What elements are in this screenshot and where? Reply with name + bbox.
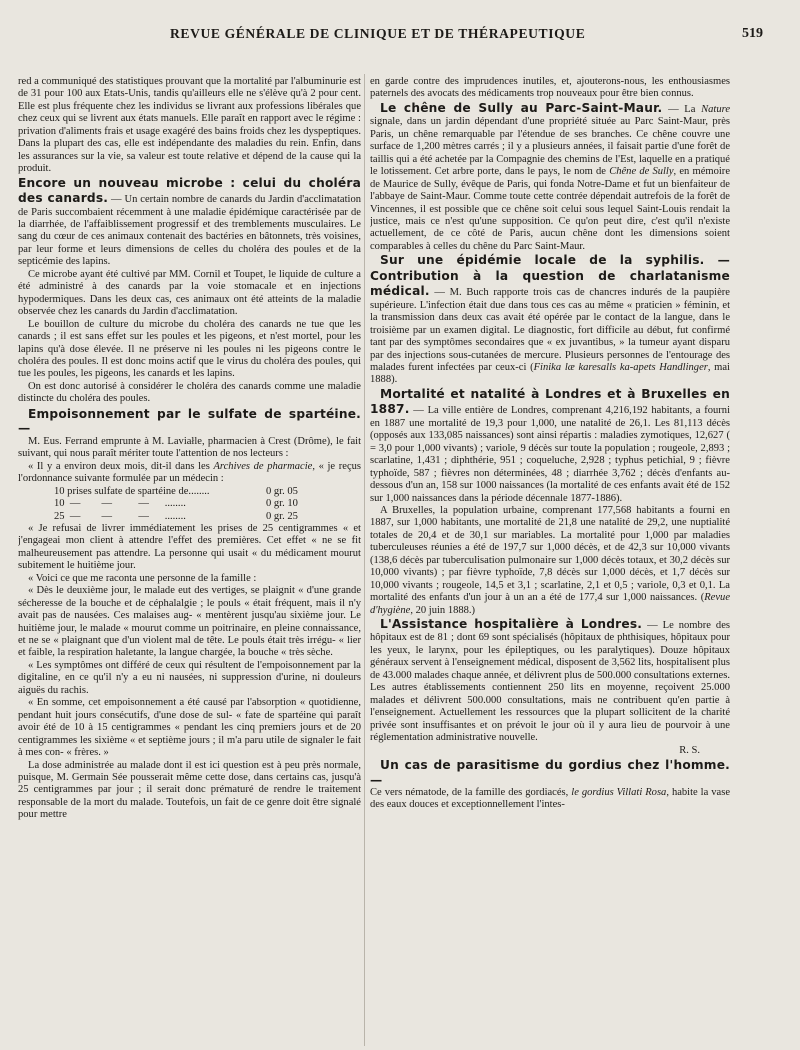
section-heading: Sur une épidémie locale de la syphilis. — Contribution à la question de charlatanisme médical. (370, 253, 730, 299)
prescription-item: 10 prises sulfate de spartéine de........ (54, 485, 210, 497)
paragraph: Ce microbe ayant été cultivé par MM. Cornil et Toupet, le liquide de culture a été administré à des canards par la voie stomacale et en injections hypodermiques. Dans les deux cas, ces animaux ont été atteints de la maladie observée chez les canards du Jardin d'acclimatation. (18, 268, 361, 318)
right-column (370, 76, 730, 1046)
journal-name: Archives de pharmacie (213, 460, 313, 472)
paragraph-text: — Un certain nombre de canards du Jardin d'acclimatation de Paris succombaient récemment à une maladie épidémique caractérisée par de la diarrhée, de l'affaiblissement progressif et des tremblements musculaires. Le sang du cœur de ces animaux contenait des bactéries en bâtonnets, très voisines, par leur forme et leurs dimensions de celles du choléra des poules et de la septicémie des lapins. (18, 194, 361, 268)
text: signale, dans un jardin dépendant d'une propriété située au Parc Saint-Maur, près Paris, un chêne remarquable par l'étendue de ses branches. Ce chêne couvre une surface de 1,200 mètres carrés ; il y a plusieurs années, il faisait partie d'une forêt de taillis qui a été achetée par la Compagnie des chemins de l'Est, laquelle en a pratiqué le lotissement. Cet arbre porte, dans le pays, le nom de (370, 116, 730, 178)
section-heading: Le chêne de Sully au Parc-Saint-Maur. (380, 100, 663, 115)
text: , mai 1888). (370, 361, 730, 386)
text: — M. Buch rapporte trois cas de chancres indurés de la paupière supérieure. L'infection était due dans tous ces cas au même « praticien » féminin, et la transmission dans deux cas avait été opérée par le contact de la langue, dans le troisième par un examen digital. Le diagnostic, fort difficile au début, fut confirmé tant par des symptômes secondaires que « ex juvantibus, » la tumeur ayant disparu par des injections sous-cutanées de mercure. Plusieurs personnes de l'entourage des malades furent infectées par ceux-ci ( (370, 287, 730, 373)
italic-name: Chêne de Sully (609, 166, 674, 178)
article-syphilis (370, 253, 730, 387)
article-chene-sully (370, 101, 730, 253)
journal-name: Nature (701, 103, 730, 115)
quote-paragraph: « Je refusai de livrer immédiatement les prises de 25 centigrammes « et j'engageai mon client à attendre l'effet des premières. Cet effet « ne se fit malheureusement pas attendre. La personne qui usait « du médicament mourut subitement le huitième jour. (18, 522, 361, 572)
prescription-row (18, 511, 361, 523)
heading-dash: — (18, 421, 31, 436)
prescription-table (18, 486, 361, 523)
quote-paragraph (18, 461, 361, 486)
quote-paragraph: « Voici ce que me raconta une personne de la famille : (28, 572, 257, 584)
article-assistance (370, 617, 730, 745)
prescription-dose: 0 gr. 05 (266, 485, 298, 497)
section-heading: Mortalité et natalité à Londres et à Bruxelles en 1887. (370, 386, 730, 417)
prescription-dose: 0 gr. 10 (266, 498, 298, 510)
prescription-row (18, 486, 361, 498)
section-heading: L'Assistance hospitalière à Londres. (380, 617, 643, 632)
text: , 20 juin 1888.) (410, 604, 476, 616)
author-initials: R. S. (679, 744, 700, 756)
paragraph: La dose administrée au malade dont il est ici question est à peu près normale, puisque, M. Germain Sée pousserait même cette dose, dans certains cas, jusqu'à 25 centigrammes par jour ; il serait donc prématuré de rendre le traitement responsable de la mort du malade. Toutefois, un fait de ce genre doit être signalé pour mettre (18, 759, 361, 821)
text: — La (662, 103, 702, 115)
prescription-row (18, 498, 361, 510)
paragraph (370, 787, 730, 812)
article-cholera-canards (18, 176, 361, 269)
text: , habite la vase des eaux douces et exceptionnellement l'intes- (370, 787, 730, 811)
section-heading: Encore un nouveau microbe : celui du choléra des canards. (18, 175, 361, 206)
paragraph: M. Eus. Ferrand emprunte à M. Laviałle, pharmacien à Crest (Drôme), le fait suivant, qui nous paraît mériter toute l'attention de nos lecteurs : (18, 435, 361, 460)
prescription-dose: 0 gr. 25 (266, 510, 298, 522)
left-column (18, 76, 361, 1046)
heading-text: Empoisonnement par le sulfate de spartéine. (28, 406, 361, 421)
paragraph: On est donc autorisé à considérer le choléra des canards comme une maladie distincte du choléra des poules. (18, 380, 361, 405)
quote-paragraph: « Les symptômes ont différé de ceux qui résultent de l'empoisonnement par la digitaline, en ce qu'il n'y a eu ni nausées, ni suppression d'urine, ni douleurs aiguës du rachis. (18, 659, 361, 696)
paragraph: red a communiqué des statistiques prouvant que la mortalité par l'albuminurie est de 31 pour 100 aux Etats-Unis, tandis qu'ailleurs elle ne s'élève qu'à 2 pour cent. Elle est plus fréquente chez les individus se livrant aux professions libérales que chez ceux qui se livrent aux états manuels. Elle paraît en rapport avec le régime : privation d'aliments frais et usage exagéré des bains froids chez les dyspeptiques. Dans la plupart des cas, elle est indépendante des maladies du rein. Enfin, dans les assurances sur la vie, sa valeur est toute relative et dépend de la cause qui la produit. (18, 76, 361, 175)
prescription-item: 25 — — — ........ (54, 510, 186, 522)
paragraph: en garde contre des imprudences inutiles, et, ajouterons-nous, les enthousiasmes paternels des avocats des médicaments trop nouveaux pour être bien connus. (370, 76, 730, 100)
text: , en mémoire de Maurice de Sully, évêque de Paris, qui fonda Notre-Dame et fut un bienfaiteur de l'abbaye de Saint-Maur. Comme toute cette contrée dépendait autrefois de la forêt de Vincennes, il est possible que ce chêne soit celui sous lequel Saint-Louis rendait la justice, mais ce n'est qu'une supposition. Ce qu'on peut dire, c'est qu'il n'existe actuellement, de ce côté de Paris, aucun chêne dont les dimensions soient comparables à celles du chêne du Parc Saint-Maur. (370, 166, 730, 252)
text: « Il y a environ deux mois, dit-il dans les (28, 460, 214, 472)
page-number: 519 (742, 26, 763, 41)
text: Ce vers nématode, de la famille des gordiacés, (370, 787, 572, 799)
quote-paragraph: « En somme, cet empoisonnement a été causé par l'absorption « quotidienne, pendant huit jours consécutifs, d'une dose de sul- « fate de spartéine qui paraît avoir été de 10 à 15 centigrammes « pendant les cinq premiers jours et de 20 centigrammes les sixième « et septième jours ; il m'a paru utile de signaler le fait à mes con- « frères. » (18, 697, 361, 759)
species-name: le gordius Villati Rosa (571, 787, 667, 799)
text: — La ville entière de Londres, comprenant 4,216,192 habitants, a fourni en 1887 une mortalité de 19,3 pour 1,000, une natalité de 26,1. Les 81,113 décès (opposés aux 133,085 naissances) sont ainsi répartis : maladies zymotiques, 12,627 ( = 3,0 pour 1,000 vivants) ; variole, 9 décès sur toute la population ; rougeole, 2,893 ; scarlatine, 1,431 ; diphthérie, 951 ; coqueluche, 2,928 ; typhus petichial, 9 ; fièvre typhoïde, 587 ; fièvres non déterminées, 48 ; diarrhée 3,762 ; décès d'enfants au-dessous d'un an, 158 sur 1000 naissances (la mortalité de ces enfants avait été de 152 sur 1,000 naissances dans la période décennale 1877-1886). (370, 405, 730, 504)
text: , « je reçus l'ordonnance suivante formulée par un médecin : (18, 460, 361, 485)
journal-name: Finika læ karesalls ka-apets Handlinger (533, 361, 708, 373)
column-divider (364, 74, 365, 1046)
text: A Bruxelles, la population urbaine, comprenant 177,568 habitants a fourni en 1887, sur 1,000 habitants, une mortalité de 21,8 une natalité de 29,2, une nuptialité totales de 20,4 et de 30,1 sur mariables. La mortalité pour 1,000 par maladies tuberculeuses réunies a été de 197,7 sur 1,000 décès, et de 42,3 sur 10,000 vivants (138,6 décès par tuberculisation pulmonaire sur 1,000 décès totaux, et 30,2 décès sur 10,000 vivants) ; par fièvre typhoïde, 7,8 décès sur 1,000 décès, et 1,7 décès sur 10,000 vivants ; rougeole, 14,5 et 3,1 ; scarlatine, 2,1 et 0,5 ; variole, 0,3 et 0,1. La mortalité des enfants d'un jour à un an a été de 177,4 sur 1,000 naissances. ( (370, 504, 730, 604)
quote-paragraph: « Dès le deuxième jour, le malade eut des vertiges, se plaignit « d'une grande sécheresse de la bouche et de céphalalgie ; le pouls « était fréquent, mais il n'y avait pas de nausées. Ces malaises aug- « mentèrent jusqu'au sixième jour. Le huitième jour, le malade « mourut comme un poitrinaire, en pleine connaissance, et ne se « plaignant que d'un violent mal de tête. Le pouls était très irrégu- « lier et faible, la respiration haletante, la langue chargée, la bouche « très sèche. (18, 585, 361, 659)
article-londres-bruxelles (370, 387, 730, 505)
running-head (0, 26, 800, 48)
journal-title: REVUE GÉNÉRALE DE CLINIQUE ET DE THÉRAPEUTIQUE (170, 26, 586, 41)
paragraph (370, 505, 730, 617)
paragraph: Le bouillon de culture du microbe du choléra des canards ne tue que les canards ; il est sans effet sur les poules et les pigeons, et n'est mortel, pour les lapins qu'à dose élevée. Il ne préserve ni les poules ni les pigeons contre le choléra des poules. Il est donc moins actif que le virus du choléra des poules, qui tue les poules, les pigeons, les canards et les lapins. (18, 318, 361, 380)
section-heading: Un cas de parasitisme du gordius chez l'homme. — (370, 758, 730, 787)
journal-name: Revue d'hygiène (370, 592, 730, 616)
text: — Le nombre des hôpitaux est de 81 ; dont 69 sont spécialisés (hôpitaux de phthisiques, hôpitaux pour les yeux, le larynx, pour les épileptiques, ou les paralytiques). Douze hôpitaux généraux servent à l'enseignement médical, disposent de 3,562 lits, hospitalisent plus de 43.000 malades chaque année, et délivrent plus de 500.000 consultations externes. Les autres établissements contiennent 250 lits en moyenne, reçoivent 25.000 malades et délivrent 500.000 consultations, mais ne contribuent qu'en partie à l'enseignement. Actuellement les ressources que la plupart sollicitent de la charité privée sont insuffisantes et on prévoit le jour où il y aura lieu de pourvoir à une réglementation administrative nouvelle. (370, 620, 730, 744)
section-heading (18, 407, 361, 436)
prescription-item: 10 — — — ........ (54, 498, 186, 510)
